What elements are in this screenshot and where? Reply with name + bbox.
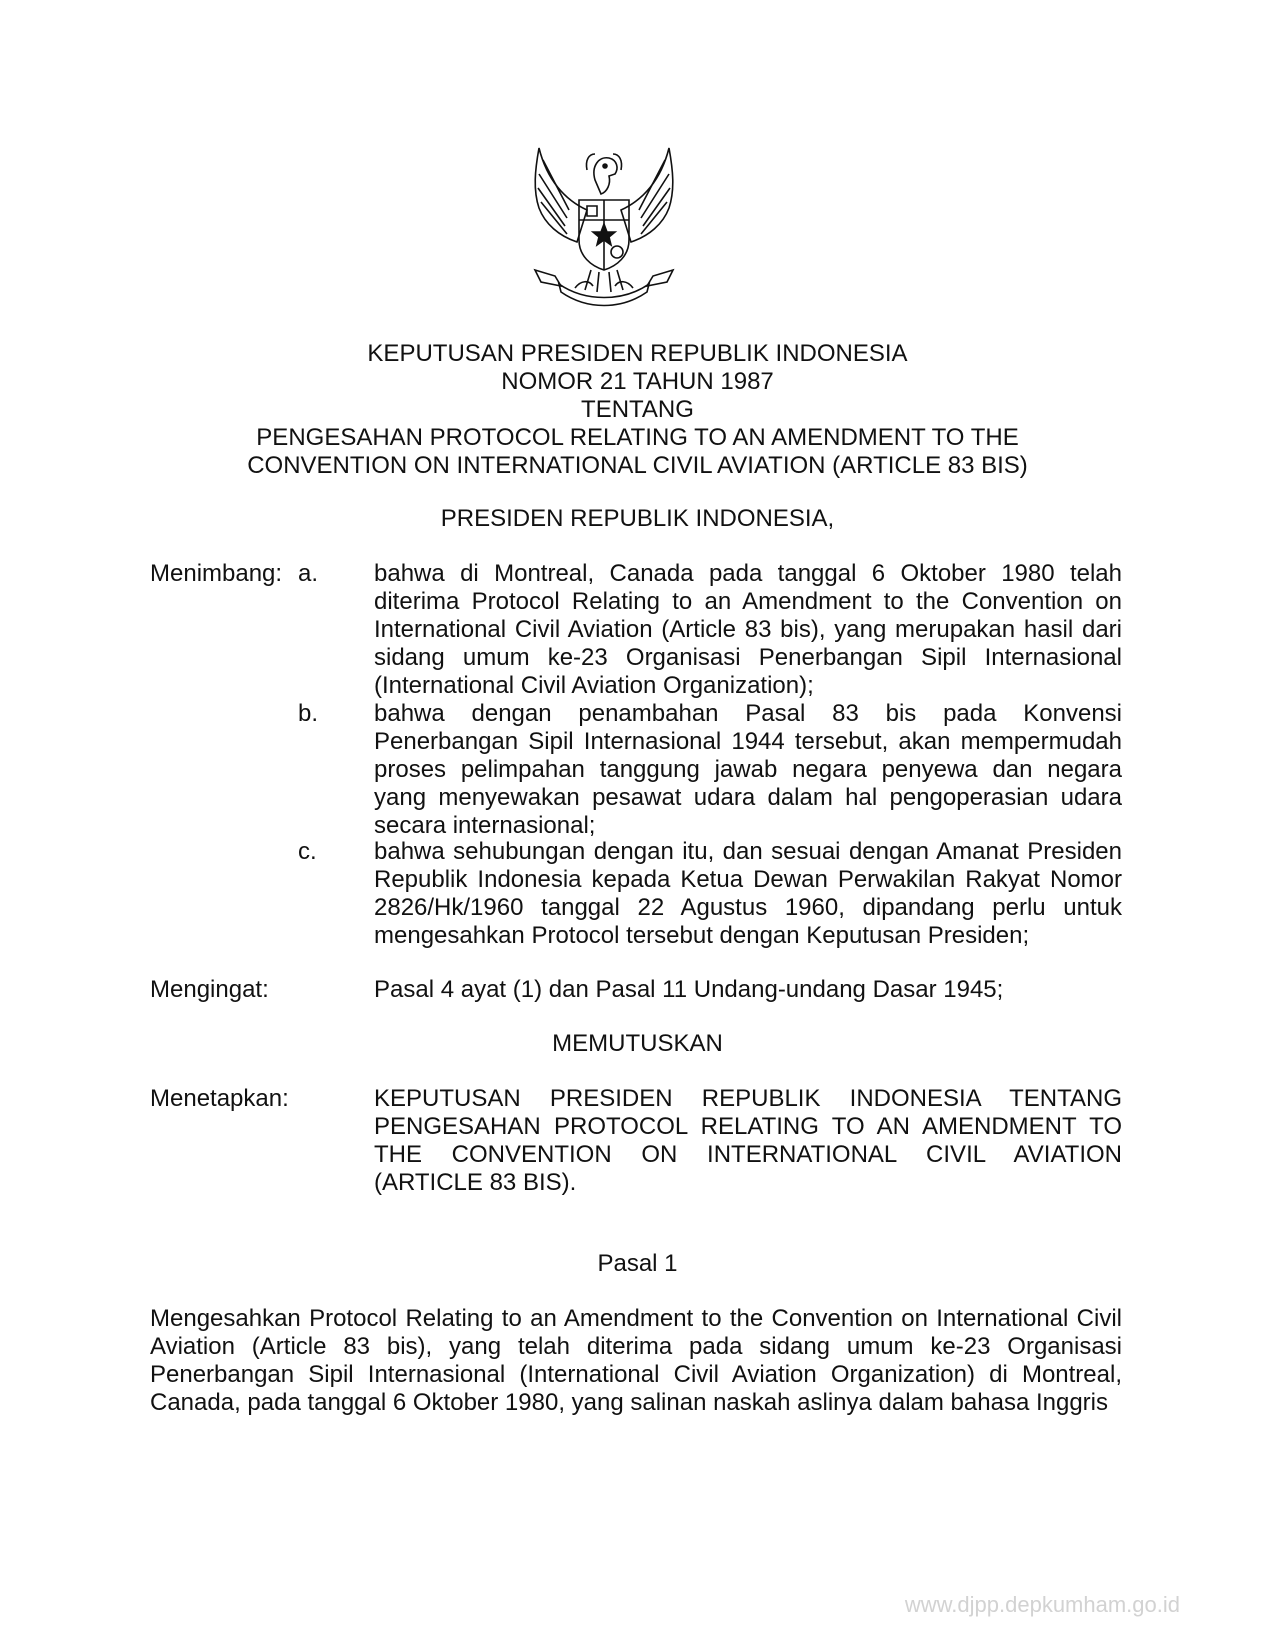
menimbang-letter-b: b.: [298, 700, 319, 727]
pasal-1-heading: Pasal 1: [597, 1250, 678, 1277]
menimbang-item-b: bahwa dengan penambahan Pasal 83 bis pada Konvensi Penerbangan Sipil Internasional 1944 tersebut, akan mempermudah proses pelimpahan tanggung jawab negara penyewa dan negara yang menyewakan pesawat udara dalam hal pengoperasian udara secara internasional;: [374, 700, 1122, 839]
mengingat-label: Mengingat:: [150, 976, 269, 1003]
title-line-1: KEPUTUSAN PRESIDEN REPUBLIK INDONESIA: [367, 340, 908, 367]
memutuskan-heading: MEMUTUSKAN: [552, 1030, 723, 1057]
menimbang-letter-c: c.: [298, 838, 317, 865]
president-line: PRESIDEN REPUBLIK INDONESIA,: [440, 505, 835, 532]
mengingat-text: Pasal 4 ayat (1) dan Pasal 11 Undang-undang Dasar 1945;: [374, 976, 1004, 1003]
pasal-1-text: Mengesahkan Protocol Relating to an Amendment to the Convention on International Civil Aviation (Article 83 bis), yang telah diterima pada sidang umum ke-23 Organisasi Penerbangan Sipil Internasional (International Civil Aviation Organization) di Montreal, Canada, pada tanggal 6 Oktober 1980, yang salinan naskah aslinya dalam bahasa Inggris: [150, 1305, 1122, 1416]
decree-title: [0, 340, 1275, 480]
watermark: www.djpp.depkumham.go.id: [904, 1592, 1180, 1617]
menimbang-letter-a: a.: [298, 560, 319, 587]
title-line-2: NOMOR 21 TAHUN 1987: [501, 368, 774, 395]
title-line-3: TENTANG: [581, 396, 694, 423]
title-line-5: CONVENTION ON INTERNATIONAL CIVIL AVIATION (ARTICLE 83 BIS): [247, 452, 1028, 479]
menetapkan-label: Menetapkan:: [150, 1085, 289, 1112]
garuda-emblem-icon: [525, 140, 683, 318]
menimbang-label: Menimbang:: [150, 560, 283, 587]
menimbang-item-a: bahwa di Montreal, Canada pada tanggal 6 Oktober 1980 telah diterima Protocol Relating to an Amendment to the Convention on International Civil Aviation (Article 83 bis), yang merupakan hasil dari sidang umum ke-23 Organisasi Penerbangan Sipil Internasional (International Civil Aviation Organization);: [374, 560, 1122, 699]
menimbang-item-c: bahwa sehubungan dengan itu, dan sesuai dengan Amanat Presiden Republik Indonesia kepada Ketua Dewan Perwakilan Rakyat Nomor 2826/Hk/1960 tanggal 22 Agustus 1960, dipandang perlu untuk mengesahkan Protocol tersebut dengan Keputusan Presiden;: [374, 838, 1122, 949]
menetapkan-text: KEPUTUSAN PRESIDEN REPUBLIK INDONESIA TENTANG PENGESAHAN PROTOCOL RELATING TO AN AMENDMENT TO THE CONVENTION ON INTERNATIONAL CIVIL AVIATION (ARTICLE 83 BIS).: [374, 1085, 1122, 1196]
title-line-4: PENGESAHAN PROTOCOL RELATING TO AN AMENDMENT TO THE: [256, 424, 1019, 451]
